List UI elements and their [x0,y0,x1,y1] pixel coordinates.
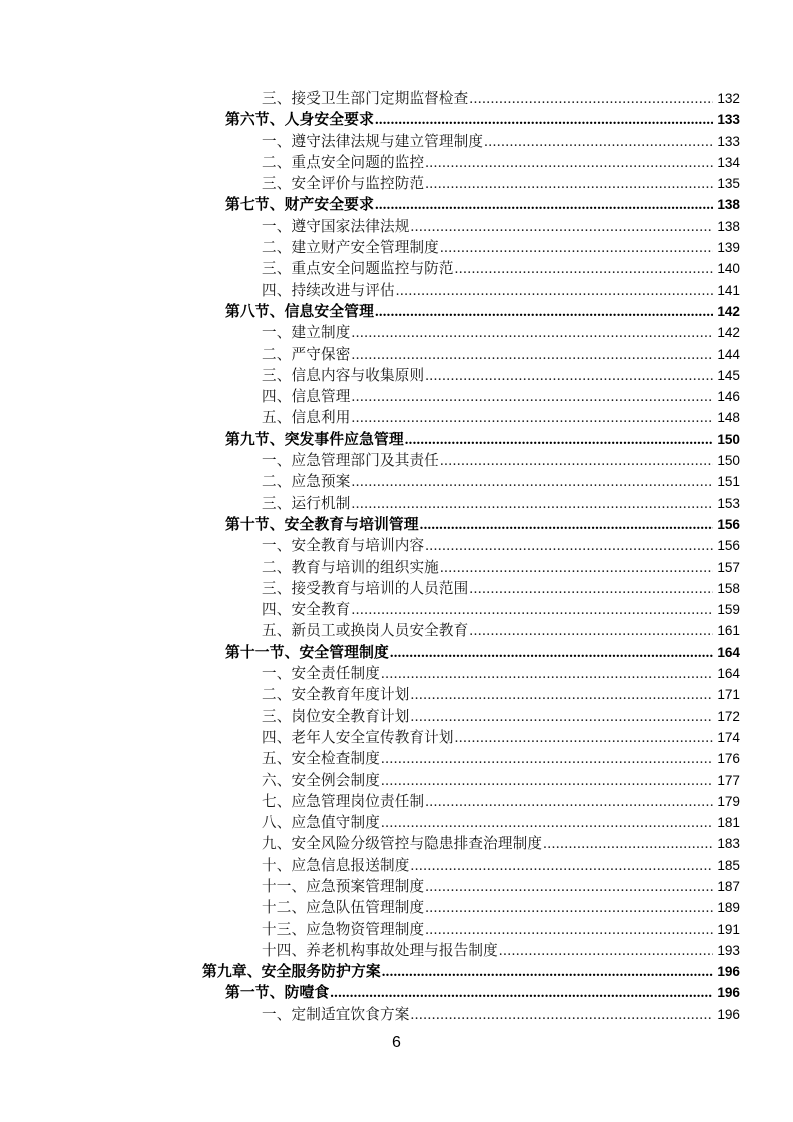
toc-entry-title: 四、老年人安全宣传教育计划 [262,729,454,746]
toc-dot-leader [425,877,713,897]
toc-entry-title: 八、应急值守制度 [262,815,380,832]
toc-dot-leader [440,238,713,258]
toc-dot-leader [375,110,713,130]
toc-dot-leader [390,643,713,663]
toc-entry[interactable] [0,109,793,130]
toc-dot-leader [351,345,713,365]
toc-entry-title: 第十节、安全教育与培训管理 [225,516,419,533]
toc-entry-page-number: 138 [717,218,740,234]
toc-entry[interactable] [0,919,793,940]
toc-entry-page-number: 174 [717,729,740,745]
toc-entry-title: 二、严守保密 [262,346,351,363]
toc-entry[interactable] [0,535,793,556]
toc-entry-page-number: 158 [717,580,740,596]
toc-entry[interactable] [0,258,793,279]
toc-dot-leader [381,771,713,791]
toc-dot-leader [425,898,713,918]
toc-entry-page-number: 196 [717,985,740,1001]
toc-entry-title: 三、接受卫生部门定期监督检查 [262,91,469,107]
toc-dot-leader [382,962,713,982]
toc-entry[interactable] [0,812,793,833]
toc-entry-page-number: 191 [717,921,740,937]
toc-entry-title: 第六节、人身安全要求 [225,112,374,129]
toc-entry-page-number: 132 [717,91,740,106]
toc-entry-title: 十三、应急物资管理制度 [262,921,425,938]
toc-entry-page-number: 179 [717,793,740,809]
toc-entry[interactable] [0,493,793,514]
toc-dot-leader [410,856,713,876]
toc-entry[interactable] [0,620,793,641]
toc-entry[interactable] [0,578,793,599]
toc-entry[interactable] [0,642,793,663]
toc-entry-page-number: 196 [717,964,740,980]
toc-dot-leader [440,451,713,471]
toc-entry-title: 二、安全教育年度计划 [262,687,410,704]
toc-entry-list [0,88,793,1025]
toc-entry[interactable] [0,131,793,152]
toc-dot-leader [469,621,713,641]
toc-entry-page-number: 156 [717,516,740,532]
toc-dot-leader [410,1005,713,1025]
toc-entry[interactable] [0,855,793,876]
toc-entry-title: 三、运行机制 [262,495,351,512]
toc-entry-title: 一、遵守法律法规与建立管理制度 [262,133,484,150]
toc-dot-leader [410,217,713,237]
toc-entry[interactable] [0,876,793,897]
toc-entry-page-number: 139 [717,240,740,256]
toc-dot-leader [499,941,713,961]
toc-dot-leader [425,792,713,812]
toc-entry[interactable] [0,897,793,918]
toc-entry[interactable] [0,833,793,854]
toc-dot-leader [351,494,713,514]
toc-entry-page-number: 193 [717,942,740,958]
toc-entry-title: 二、应急预案 [262,474,351,491]
toc-entry[interactable] [0,599,793,620]
toc-entry-title: 四、安全教育 [262,602,351,619]
toc-entry-page-number: 153 [717,495,740,511]
toc-entry[interactable] [0,301,793,322]
toc-entry-title: 第一节、防噎食 [225,985,330,1002]
toc-dot-leader [425,920,713,940]
toc-entry-page-number: 138 [717,197,740,213]
toc-entry-page-number: 133 [717,133,740,149]
toc-entry[interactable] [0,663,793,684]
toc-entry[interactable] [0,152,793,173]
toc-entry[interactable] [0,770,793,791]
toc-entry[interactable] [0,791,793,812]
toc-dot-leader [351,600,713,620]
toc-entry[interactable] [0,280,793,301]
toc-entry-page-number: 150 [717,453,740,469]
toc-entry-page-number: 133 [717,112,740,128]
toc-entry[interactable] [0,684,793,705]
toc-entry-page-number: 151 [717,474,740,490]
toc-entry[interactable] [0,173,793,194]
toc-entry-title: 七、应急管理岗位责任制 [262,793,425,810]
toc-entry-page-number: 181 [717,815,740,831]
toc-entry-title: 第九章、安全服务防护方案 [202,964,381,981]
toc-dot-leader [375,302,713,322]
toc-entry-title: 二、建立财产安全管理制度 [262,240,439,257]
toc-entry-title: 三、岗位安全教育计划 [262,708,410,725]
toc-dot-leader [381,749,713,769]
toc-entry[interactable] [0,982,793,1003]
toc-entry-page-number: 146 [717,389,740,405]
toc-entry[interactable] [0,216,793,237]
toc-entry-page-number: 150 [717,431,740,447]
toc-entry-page-number: 159 [717,602,740,618]
toc-entry-title: 十、应急信息报送制度 [262,857,410,874]
toc-entry-page-number: 189 [717,900,740,916]
toc-entry[interactable] [0,407,793,428]
toc-entry[interactable] [0,514,793,535]
toc-entry-page-number: 177 [717,772,740,788]
toc-entry[interactable] [0,88,793,109]
toc-dot-leader [484,132,713,152]
toc-entry-title: 五、新员工或换岗人员安全教育 [262,623,469,640]
toc-dot-leader [410,707,713,727]
toc-dot-leader [420,515,713,535]
toc-entry-page-number: 161 [717,623,740,639]
toc-entry-title: 一、安全教育与培训内容 [262,538,425,555]
toc-entry-page-number: 196 [717,1006,740,1022]
toc-entry-title: 十一、应急预案管理制度 [262,878,425,895]
toc-entry-title: 九、安全风险分级管控与隐患排查治理制度 [262,836,543,853]
toc-entry-page-number: 145 [717,367,740,383]
toc-entry[interactable] [0,344,793,365]
toc-entry-title: 四、信息管理 [262,389,351,406]
toc-entry-title: 十二、应急队伍管理制度 [262,900,425,917]
toc-entry-title: 五、信息利用 [262,410,351,427]
toc-entry[interactable] [0,727,793,748]
toc-dot-leader [455,259,713,279]
toc-dot-leader [455,728,713,748]
toc-entry-title: 第九节、突发事件应急管理 [225,431,404,448]
toc-entry-page-number: 187 [717,878,740,894]
toc-entry-title: 二、重点安全问题的监控 [262,154,425,171]
toc-dot-leader [396,281,713,301]
toc-entry-page-number: 156 [717,538,740,554]
toc-entry-title: 六、安全例会制度 [262,772,380,789]
toc-entry-page-number: 148 [717,410,740,426]
toc-entry-title: 十四、养老机构事故处理与报告制度 [262,942,498,959]
toc-entry-title: 第八节、信息安全管理 [225,303,374,320]
toc-entry[interactable] [0,961,793,982]
toc-entry-title: 一、建立制度 [262,325,351,342]
toc-dot-leader [469,579,713,599]
toc-dot-leader [440,558,713,578]
toc-entry-page-number: 185 [717,857,740,873]
toc-entry-title: 四、持续改进与评估 [262,282,395,299]
toc-entry-title: 一、定制适宜饮食方案 [262,1006,410,1023]
page-number-footer: 6 [392,1034,401,1051]
toc-entry-title: 第七节、财产安全要求 [225,197,374,214]
toc-dot-leader [351,408,713,428]
toc-entry-title: 三、信息内容与收集原则 [262,367,425,384]
toc-entry-page-number: 164 [717,644,740,660]
toc-entry-page-number: 172 [717,708,740,724]
toc-entry-title: 三、接受教育与培训的人员范围 [262,580,469,597]
toc-entry-title: 三、重点安全问题监控与防范 [262,261,454,278]
toc-entry[interactable] [0,748,793,769]
toc-dot-leader [543,834,713,854]
toc-entry-page-number: 142 [717,303,740,319]
toc-entry-title: 一、安全责任制度 [262,666,380,683]
toc-entry-title: 二、教育与培训的组织实施 [262,559,439,576]
toc-dot-leader [375,195,713,215]
toc-entry-page-number: 134 [717,154,740,170]
toc-entry-page-number: 176 [717,751,740,767]
toc-dot-leader [425,536,713,556]
toc-dot-leader [351,472,713,492]
toc-entry-page-number: 141 [717,282,740,298]
toc-entry-page-number: 171 [717,687,740,703]
toc-entry-title: 五、安全检查制度 [262,751,380,768]
toc-entry-page-number: 144 [717,346,740,362]
toc-entry-title: 一、遵守国家法律法规 [262,218,410,235]
toc-entry[interactable] [0,237,793,258]
toc-entry[interactable] [0,386,793,407]
toc-dot-leader [381,664,713,684]
toc-dot-leader [351,323,713,343]
toc-entry[interactable] [0,429,793,450]
toc-entry[interactable] [0,940,793,961]
toc-entry-title: 一、应急管理部门及其责任 [262,453,439,470]
toc-dot-leader [425,153,713,173]
toc-entry[interactable] [0,365,793,386]
toc-dot-leader [425,366,713,386]
toc-entry-page-number: 140 [717,261,740,277]
toc-entry-page-number: 142 [717,325,740,341]
toc-dot-leader [330,983,713,1003]
toc-entry[interactable] [0,450,793,471]
toc-dot-leader [410,685,713,705]
toc-entry-page-number: 164 [717,666,740,682]
toc-dot-leader [405,430,713,450]
toc-dot-leader [425,174,713,194]
toc-entry-page-number: 183 [717,836,740,852]
toc-entry[interactable] [0,706,793,727]
toc-entry[interactable] [0,194,793,215]
toc-dot-leader [351,387,713,407]
toc-entry[interactable] [0,557,793,578]
toc-dot-leader [381,813,713,833]
toc-entry-page-number: 135 [717,176,740,192]
toc-entry[interactable] [0,1004,793,1025]
toc-entry-page-number: 157 [717,559,740,575]
toc-entry[interactable] [0,322,793,343]
toc-dot-leader [469,89,713,109]
toc-entry-title: 三、安全评价与监控防范 [262,176,425,193]
toc-entry-title: 第十一节、安全管理制度 [225,644,389,661]
toc-entry[interactable] [0,471,793,492]
